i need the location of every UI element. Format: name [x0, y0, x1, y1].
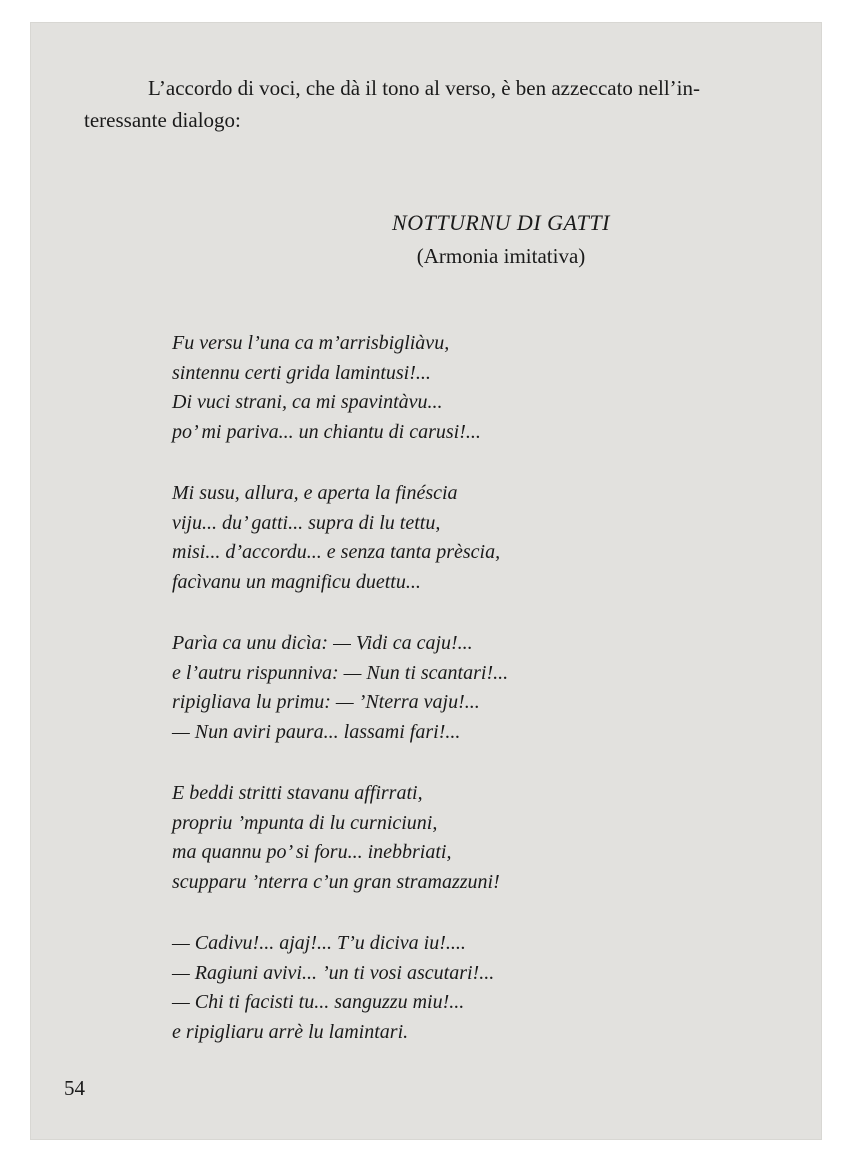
stanza-4	[172, 779, 772, 897]
book-page	[30, 22, 822, 1140]
stanza-5	[172, 929, 772, 1047]
intro-paragraph	[84, 72, 820, 136]
verse-line: Di vuci strani, ca mi spavintàvu...	[172, 391, 443, 413]
verse-line: — Ragiuni avivi... ’un ti vosi ascutari!...	[172, 961, 495, 984]
verse-line: e l’autru rispunniva: — Nun ti scantari!...	[172, 661, 509, 684]
page-number: 54	[64, 1076, 85, 1100]
verse-line: Fu versu l’una ca m’arrisbigliàvu,	[172, 332, 450, 354]
stanza-2	[172, 479, 772, 597]
verse-line: e ripigliaru arrè lu lamintari.	[172, 1020, 409, 1043]
verse-line: — Cadivu!... ajaj!... T’u diciva iu!....	[172, 932, 466, 954]
intro-line-1: L’accordo di voci, che dà il tono al verso, è ben azzeccato nell’in-	[148, 76, 700, 100]
poem-title: NOTTURNU DI GATTI	[392, 210, 610, 235]
verse-line: propriu ’mpunta di lu curniciuni,	[172, 811, 438, 834]
verse-line: misi... d’accordu... e senza tanta prèscia,	[172, 541, 501, 563]
verse-line: po’ mi pariva... un chiantu di carusi!...	[172, 420, 481, 443]
verse-line: sintennu certi grida lamintusi!...	[172, 361, 431, 384]
verse-line: ma quannu po’ si foru... inebbriati,	[172, 841, 452, 863]
poem-subtitle: (Armonia imitativa)	[416, 244, 586, 268]
verse-line: ripigliava lu primu: — ’Nterra vaju!...	[172, 691, 480, 713]
verse-line: facìvanu un magnificu duettu...	[172, 570, 421, 593]
poem-body	[172, 329, 772, 1079]
verse-line: Mi susu, allura, e aperta la finéscia	[172, 482, 458, 504]
verse-line: — Nun aviri paura... lassami fari!...	[172, 720, 461, 743]
verse-line: — Chi ti facisti tu... sanguzzu miu!...	[172, 991, 465, 1013]
verse-line: scupparu ’nterra c’un gran stramazzuni!	[172, 870, 500, 893]
verse-line: E beddi stritti stavanu affirrati,	[172, 782, 423, 804]
verse-line: viju... du’ gatti... supra di lu tettu,	[172, 511, 441, 534]
stanza-3	[172, 629, 772, 747]
verse-line: Parìa ca unu dicìa: — Vidi ca caju!...	[172, 632, 473, 654]
stanza-1	[172, 329, 772, 447]
intro-line-2: teressante dialogo:	[84, 108, 241, 132]
